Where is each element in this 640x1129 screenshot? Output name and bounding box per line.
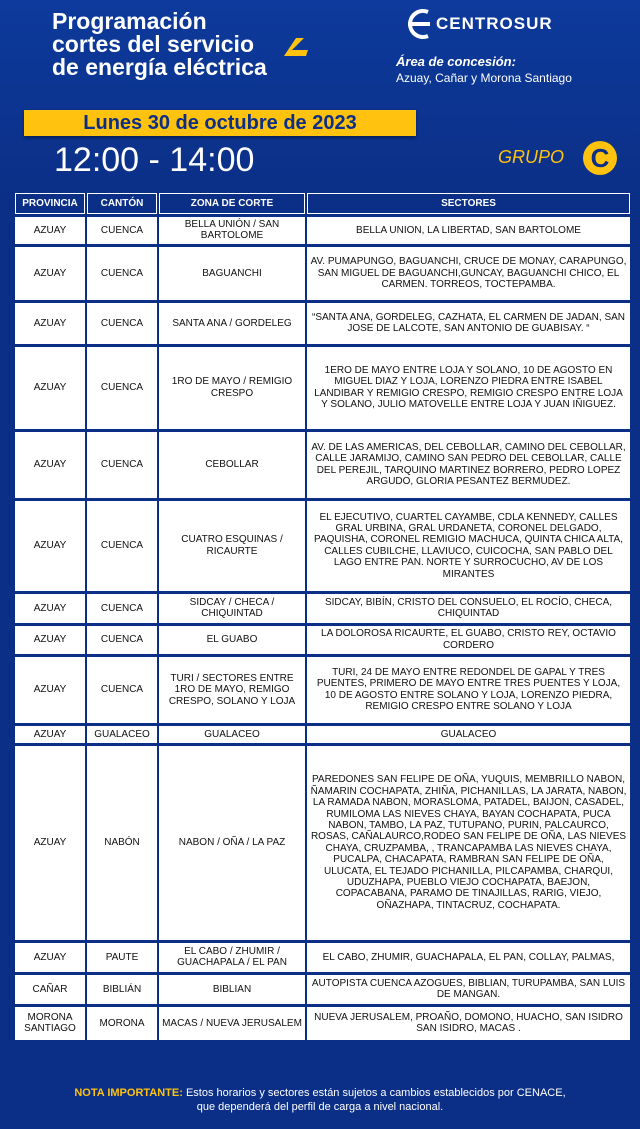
- cell-canton: PAUTE: [87, 943, 157, 972]
- table-row: [15, 594, 630, 623]
- cell-canton: CUENCA: [87, 247, 157, 300]
- cell-canton: CUENCA: [87, 347, 157, 429]
- cell-provincia: AZUAY: [15, 594, 85, 623]
- table-row: [15, 657, 630, 723]
- logo-text: CENTROSUR: [436, 14, 553, 33]
- cell-provincia: AZUAY: [15, 501, 85, 591]
- header-sectores: SECTORES: [307, 193, 630, 214]
- table-row: [15, 746, 630, 940]
- cell-canton: CUENCA: [87, 501, 157, 591]
- group-label: GRUPO: [498, 147, 565, 167]
- table-header-row: [15, 193, 630, 214]
- cell-provincia: AZUAY: [15, 432, 85, 498]
- cell-provincia: AZUAY: [15, 943, 85, 972]
- cell-canton: CUENCA: [87, 594, 157, 623]
- cell-canton: MORONA: [87, 1007, 157, 1040]
- table-row: [15, 943, 630, 972]
- concession-area-label: Área de concesión:: [396, 54, 516, 69]
- cell-provincia: AZUAY: [15, 726, 85, 743]
- cell-sectores: BELLA UNION, LA LIBERTAD, SAN BARTOLOME: [307, 217, 630, 244]
- cell-sectores: AV. DE LAS AMERICAS, DEL CEBOLLAR, CAMINO DEL CEBOLLAR, CALLE JARAMIJO, CAMINO SAN PEDRO DEL CEBOLLAR, CALLE DEL PEREJIL, TARQUINO MARTINEZ BORRERO, PEDRO LOPEZ ARGUDO, GLORIA PESANTEZ BERMUDEZ.: [307, 432, 630, 498]
- lightning-accent-icon: [282, 38, 308, 56]
- cell-canton: NABÓN: [87, 746, 157, 940]
- cell-sectores: PAREDONES SAN FELIPE DE OÑA, YUQUIS, MEMBRILLO NABON, ÑAMARIN COCHAPATA, ZHIÑA, PICHANILLAS, LA JARATA, NABON, LA RAMADA NABON, MORASLOMA, PATADEL, BAIJON, CASADEL, RUMILOMA LAS NIEVES CHAYA, BAYAN COCHAPATA, PUCA NABON, TAMBO, LA PAZ, TUTUPANO, PURIN, PALCAURCO, ROSAS, CAÑALAURCO,RODEO SAN FELIPE DE OÑA, LAS NIEVES CHAYA, CRUZPAMBA, , TRANCAPAMBA LAS NIEVES CHAYA, PUCALPA, CHACAPATA, RAMBRAN SAN FELIPE DE OÑA, ULUCATA, EL TEJADO PICHANILLA, PILCAPAMBA, CHARQUI, UDUZHAPA, PUEBLO VIEJO COCHAPATA, BAEJON, COPACABANA, PARAMO DE TINAJILLAS, RARIG, VIEJO, OÑAZHAPA, TINTACRUZ, COCHAPATA.: [307, 746, 630, 940]
- cell-zona: SANTA ANA / GORDELEG: [159, 303, 305, 344]
- group-badge: C: [583, 141, 617, 175]
- cell-sectores: AV. PUMAPUNGO, BAGUANCHI, CRUCE DE MONAY, CARAPUNGO, SAN MIGUEL DE BAGUANCHI,GUNCAY, BAGUANCHI CHICO, EL CARMEN. TORREOS, TOCTEPAMBA.: [307, 247, 630, 300]
- title-line-2: cortes del servicio: [52, 31, 254, 57]
- title-line-1: Programación: [52, 8, 207, 34]
- cell-provincia: AZUAY: [15, 657, 85, 723]
- cell-zona: EL GUABO: [159, 626, 305, 654]
- cell-canton: BIBLIÁN: [87, 975, 157, 1004]
- header-canton: CANTÓN: [87, 193, 157, 214]
- table-row: [15, 501, 630, 591]
- cell-provincia: AZUAY: [15, 303, 85, 344]
- cell-zona: 1RO DE MAYO / REMIGIO CRESPO: [159, 347, 305, 429]
- cell-sectores: SIDCAY, BIBÍN, CRISTO DEL CONSUELO, EL ROCÍO, CHECA, CHIQUINTAD: [307, 594, 630, 623]
- cell-zona: BAGUANCHI: [159, 247, 305, 300]
- table-row: [15, 303, 630, 344]
- outage-table: [13, 190, 632, 1043]
- cell-canton: CUENCA: [87, 657, 157, 723]
- table-row: [15, 247, 630, 300]
- cell-provincia: AZUAY: [15, 626, 85, 654]
- table-row: [15, 347, 630, 429]
- note-line-2: que dependerá del perfil de carga a nivel nacional.: [196, 1101, 444, 1113]
- page-title: [52, 10, 267, 79]
- table-row: [15, 726, 630, 743]
- cell-zona: GUALACEO: [159, 726, 305, 743]
- note-line-1: Estos horarios y sectores están sujetos a cambios establecidos por CENACE,: [185, 1087, 566, 1099]
- cell-canton: CUENCA: [87, 303, 157, 344]
- title-line-3: de energía eléctrica: [52, 54, 267, 80]
- cell-provincia: AZUAY: [15, 746, 85, 940]
- table-row: [15, 1007, 630, 1040]
- cell-sectores: EL CABO, ZHUMIR, GUACHAPALA, EL PAN, COLLAY, PALMAS,: [307, 943, 630, 972]
- cell-canton: CUENCA: [87, 432, 157, 498]
- cell-zona: NABON / OÑA / LA PAZ: [159, 746, 305, 940]
- cell-canton: CUENCA: [87, 626, 157, 654]
- cell-provincia: MORONA SANTIAGO: [15, 1007, 85, 1040]
- cell-sectores: GUALACEO: [307, 726, 630, 743]
- table-row: [15, 432, 630, 498]
- cell-canton: CUENCA: [87, 217, 157, 244]
- cell-sectores: NUEVA JERUSALEM, PROAÑO, DOMONO, HUACHO, SAN ISIDRO SAN ISIDRO, MACAS .: [307, 1007, 630, 1040]
- cell-sectores: TURI, 24 DE MAYO ENTRE REDONDEL DE GAPAL Y TRES PUENTES, PRIMERO DE MAYO ENTRE TRES PUENTES Y LOJA, 10 DE AGOSTO ENTRE SOLANO Y LOJA, LORENZO PIEDRA, REMIGIO CRESPO ENTRE SOLANO Y LOJA: [307, 657, 630, 723]
- cell-zona: TURI / SECTORES ENTRE 1RO DE MAYO, REMIGO CRESPO, SOLANO Y LOJA: [159, 657, 305, 723]
- note-label: NOTA IMPORTANTE:: [74, 1087, 183, 1099]
- cell-provincia: AZUAY: [15, 247, 85, 300]
- table-row: [15, 626, 630, 654]
- cell-sectores: EL EJECUTIVO, CUARTEL CAYAMBE, CDLA KENNEDY, CALLES GRAL URBINA, GRAL URDANETA, CORONEL DELGADO, PAQUISHA, CORONEL REMIGIO MACHUCA, QUINTA CHICA ALTA, CALLES CUBILCHE, LLAVIUCO, CUICOCHA, SAN PABLO DEL LAGO ENTRE PAN. NORTE Y SURROCUCHO, AV DE LOS MIRANTES: [307, 501, 630, 591]
- concession-area-value: Azuay, Cañar y Morona Santiago: [396, 71, 572, 85]
- time-range: 12:00 - 14:00: [54, 141, 255, 179]
- cell-zona: BELLA UNIÓN / SAN BARTOLOME: [159, 217, 305, 244]
- date-banner: Lunes 30 de octubre de 2023: [24, 110, 416, 136]
- cell-sectores: AUTOPISTA CUENCA AZOGUES, BIBLIAN, TURUPAMBA, SAN LUIS DE MANGAN.: [307, 975, 630, 1004]
- cell-zona: BIBLIAN: [159, 975, 305, 1004]
- table-row: [15, 975, 630, 1004]
- cell-zona: MACAS / NUEVA JERUSALEM: [159, 1007, 305, 1040]
- cell-provincia: AZUAY: [15, 347, 85, 429]
- cell-sectores: LA DOLOROSA RICAURTE, EL GUABO, CRISTO REY, OCTAVIO CORDERO: [307, 626, 630, 654]
- cell-provincia: AZUAY: [15, 217, 85, 244]
- cell-sectores: “SANTA ANA, GORDELEG, CAZHATA, EL CARMEN DE JADAN, SAN JOSE DE LALCOTE, SAN ANTONIO DE GUABISAY. “: [307, 303, 630, 344]
- cell-zona: CEBOLLAR: [159, 432, 305, 498]
- cell-sectores: 1ERO DE MAYO ENTRE LOJA Y SOLANO, 10 DE AGOSTO EN MIGUEL DIAZ Y LOJA, LORENZO PIEDRA ENTRE ISABEL LANDIBAR Y REMIGIO CRESPO, REMIGIO CRESPO ENTRE LOJA Y SOLANO, JULIO MATOVELLE ENTRE LOJA Y JUAN IÑIGUEZ.: [307, 347, 630, 429]
- cell-zona: SIDCAY / CHECA / CHIQUINTAD: [159, 594, 305, 623]
- header-zona: ZONA DE CORTE: [159, 193, 305, 214]
- table-row: [15, 217, 630, 244]
- header-provincia: PROVINCIA: [15, 193, 85, 214]
- important-note: [20, 1086, 620, 1114]
- cell-provincia: CAÑAR: [15, 975, 85, 1004]
- cell-canton: GUALACEO: [87, 726, 157, 743]
- cell-zona: CUATRO ESQUINAS / RICAURTE: [159, 501, 305, 591]
- cell-zona: EL CABO / ZHUMIR / GUACHAPALA / EL PAN: [159, 943, 305, 972]
